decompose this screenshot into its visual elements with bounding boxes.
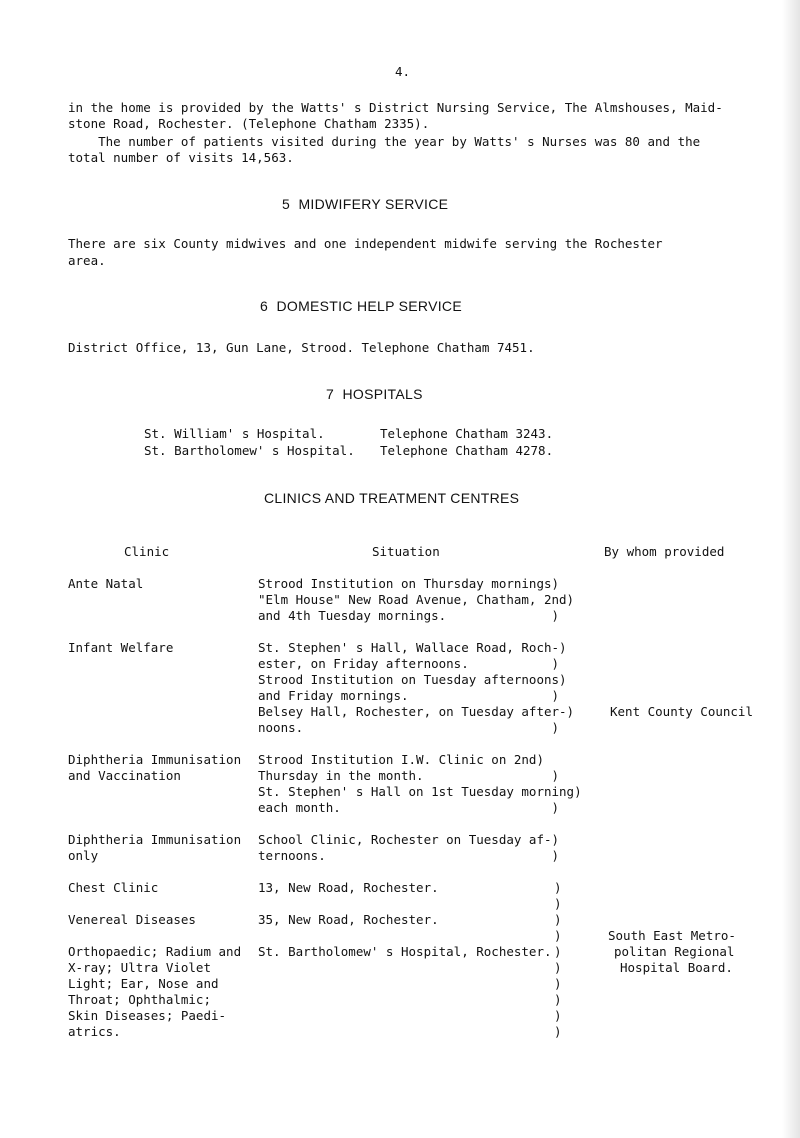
hospital-phone-2: Telephone Chatham 4278. — [380, 443, 554, 458]
hospital-name-2: St. Bartholomew' s Hospital. — [144, 443, 355, 458]
page-number: 4. — [395, 64, 411, 79]
intro-line-1: in the home is provided by the Watts' s District Nursing Service, The Almshouses, Maid- — [68, 100, 723, 115]
clinic-diphtheria-vaccination: and Vaccination — [68, 768, 181, 783]
situation-line: Belsey Hall, Rochester, on Tuesday after-) — [258, 704, 575, 719]
clinic-diphtheria-only: only — [68, 848, 99, 863]
bracket-column: ) — [554, 976, 562, 991]
bracket-column: ) — [554, 928, 562, 943]
clinic-orthopaedic: Light; Ear, Nose and — [68, 976, 219, 991]
bracket-column: ) — [554, 1024, 562, 1039]
situation-line: and Friday mornings. ) — [258, 688, 560, 703]
midwifery-line-1: There are six County midwives and one independent midwife serving the Rochester — [68, 236, 663, 251]
bracket-column: ) — [554, 992, 562, 1007]
scan-edge-shadow — [782, 0, 800, 1138]
col-header-provider: By whom provided — [604, 544, 725, 559]
domestic-help-heading: 6 DOMESTIC HELP SERVICE — [260, 298, 462, 314]
provider-hospital-board: South East Metro- — [608, 928, 736, 943]
midwifery-heading: 5 MIDWIFERY SERVICE — [282, 196, 449, 212]
col-header-clinic: Clinic — [124, 544, 170, 559]
clinic-diphtheria-vaccination: Diphtheria Immunisation — [68, 752, 242, 767]
hospital-phone-1: Telephone Chatham 3243. — [380, 426, 554, 441]
clinic-orthopaedic: X-ray; Ultra Violet — [68, 960, 211, 975]
clinic-diphtheria-only: Diphtheria Immunisation — [68, 832, 242, 847]
situation-line: School Clinic, Rochester on Tuesday af-) — [258, 832, 560, 847]
bracket-column: ) — [554, 912, 562, 927]
provider-hospital-board: Hospital Board. — [620, 960, 733, 975]
clinic-orthopaedic: atrics. — [68, 1024, 121, 1039]
col-header-situation: Situation — [372, 544, 440, 559]
situation-line: Thursday in the month. ) — [258, 768, 560, 783]
situation-line: ester, on Friday afternoons. ) — [258, 656, 560, 671]
situation-line: St. Stephen' s Hall, Wallace Road, Roch-) — [258, 640, 567, 655]
intro-line-2: stone Road, Rochester. (Telephone Chatham 2335). — [68, 116, 430, 131]
situation-orthopaedic: St. Bartholomew' s Hospital, Rochester. — [258, 944, 552, 959]
clinic-chest: Chest Clinic — [68, 880, 159, 895]
situation-line: St. Stephen' s Hall on 1st Tuesday morning) — [258, 784, 582, 799]
clinic-venereal: Venereal Diseases — [68, 912, 196, 927]
provider-hospital-board: politan Regional — [614, 944, 735, 959]
clinic-orthopaedic: Orthopaedic; Radium and — [68, 944, 242, 959]
situation-venereal: 35, New Road, Rochester. — [258, 912, 439, 927]
bracket-column: ) — [554, 944, 562, 959]
hospitals-heading: 7 HOSPITALS — [326, 386, 423, 402]
hospital-name-1: St. William' s Hospital. — [144, 426, 325, 441]
intro-line-4: total number of visits 14,563. — [68, 150, 294, 165]
clinic-infant-welfare: Infant Welfare — [68, 640, 174, 655]
clinics-heading: CLINICS AND TREATMENT CENTRES — [264, 490, 520, 506]
midwifery-line-2: area. — [68, 253, 106, 268]
situation-line: Strood Institution I.W. Clinic on 2nd) — [258, 752, 544, 767]
provider-kent-county-council: Kent County Council — [610, 704, 753, 719]
bracket-column: ) — [554, 896, 562, 911]
situation-line: "Elm House" New Road Avenue, Chatham, 2nd) — [258, 592, 575, 607]
situation-chest: 13, New Road, Rochester. — [258, 880, 439, 895]
bracket-column: ) — [554, 880, 562, 895]
bracket-column: ) — [554, 960, 562, 975]
situation-line: ternoons. ) — [258, 848, 560, 863]
situation-line: noons. ) — [258, 720, 560, 735]
bracket-column: ) — [554, 1008, 562, 1023]
situation-line: Strood Institution on Tuesday afternoons) — [258, 672, 567, 687]
clinic-orthopaedic: Skin Diseases; Paedi- — [68, 1008, 227, 1023]
situation-line: and 4th Tuesday mornings. ) — [258, 608, 560, 623]
intro-line-3: The number of patients visited during the year by Watts' s Nurses was 80 and the — [68, 134, 701, 149]
clinic-orthopaedic: Throat; Ophthalmic; — [68, 992, 211, 1007]
situation-line: each month. ) — [258, 800, 560, 815]
clinic-ante-natal: Ante Natal — [68, 576, 144, 591]
situation-line: Strood Institution on Thursday mornings) — [258, 576, 560, 591]
domestic-help-line: District Office, 13, Gun Lane, Strood. Telephone Chatham 7451. — [68, 340, 535, 355]
